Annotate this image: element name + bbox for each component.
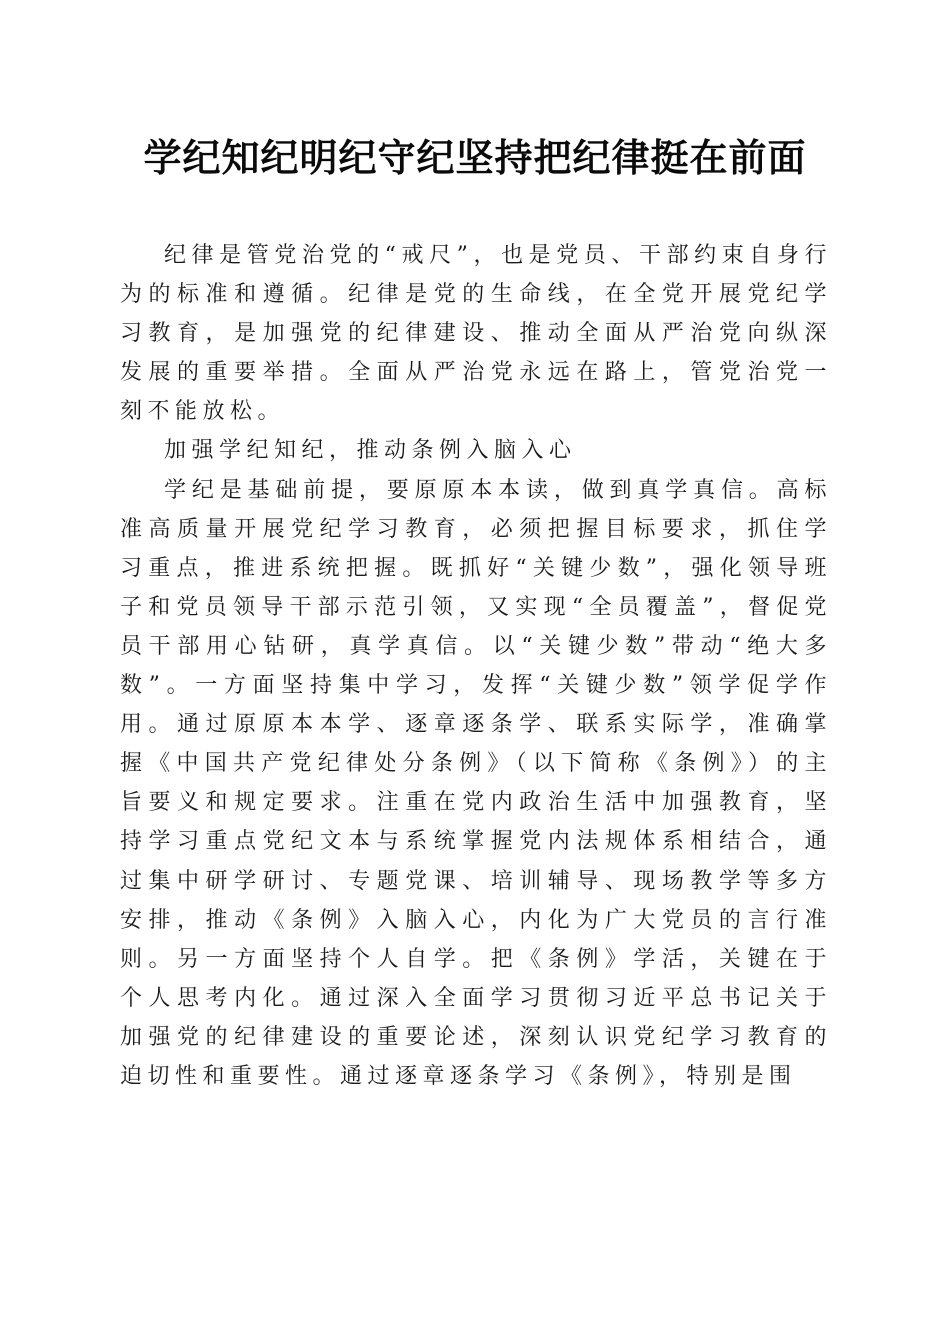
body-paragraph: 学纪是基础前提，要原原本本读，做到真学真信。高标准高质量开展党纪学习教育，必须把握目标要求，抓住学习重点，推进系统把握。既抓好“关键少数”，强化领导班子和党员领导干部示范引领，又实现“全员覆盖”，督促党员干部用心钻研，真学真信。以“关键少数”带动“绝大多数”。一方面坚持集中学习，发挥“关键少数”领学促学作用。通过原原本本学、逐章逐条学、联系实际学，准确掌握《中国共产党纪律处分条例》（以下简称《条例》）的主旨要义和规定要求。注重在党内政治生活中加强教育，坚持学习重点党纪文本与系统掌握党内法规体系相结合，通过集中研学研讨、专题党课、培训辅导、现场教学等多方安排，推动《条例》入脑入心，内化为广大党员的言行准则。另一方面坚持个人自学。把《条例》学活，关键在于个人思考内化。通过深入全面学习贯彻习近平总书记关于加强党的纪律建设的重要论述，深刻认识党纪学习教育的迫切性和重要性。通过逐章逐条学习《条例》，特别是围 (120, 477, 832, 1089)
section-heading: 加强学纪知纪，推动条例入脑入心 (164, 438, 577, 464)
document-title: 学纪知纪明纪守纪坚持把纪律挺在前面 (143, 135, 807, 180)
intro-paragraph: 纪律是管党治党的“戒尺”，也是党员、干部约束自身行为的标准和遵循。纪律是党的生命线，在全党开展党纪学习教育，是加强党的纪律建设、推动全面从严治党向纵深发展的重要举措。全面从严治党永远在路上，管党治党一刻不能放松。 (120, 243, 832, 425)
document-body (120, 236, 832, 1096)
